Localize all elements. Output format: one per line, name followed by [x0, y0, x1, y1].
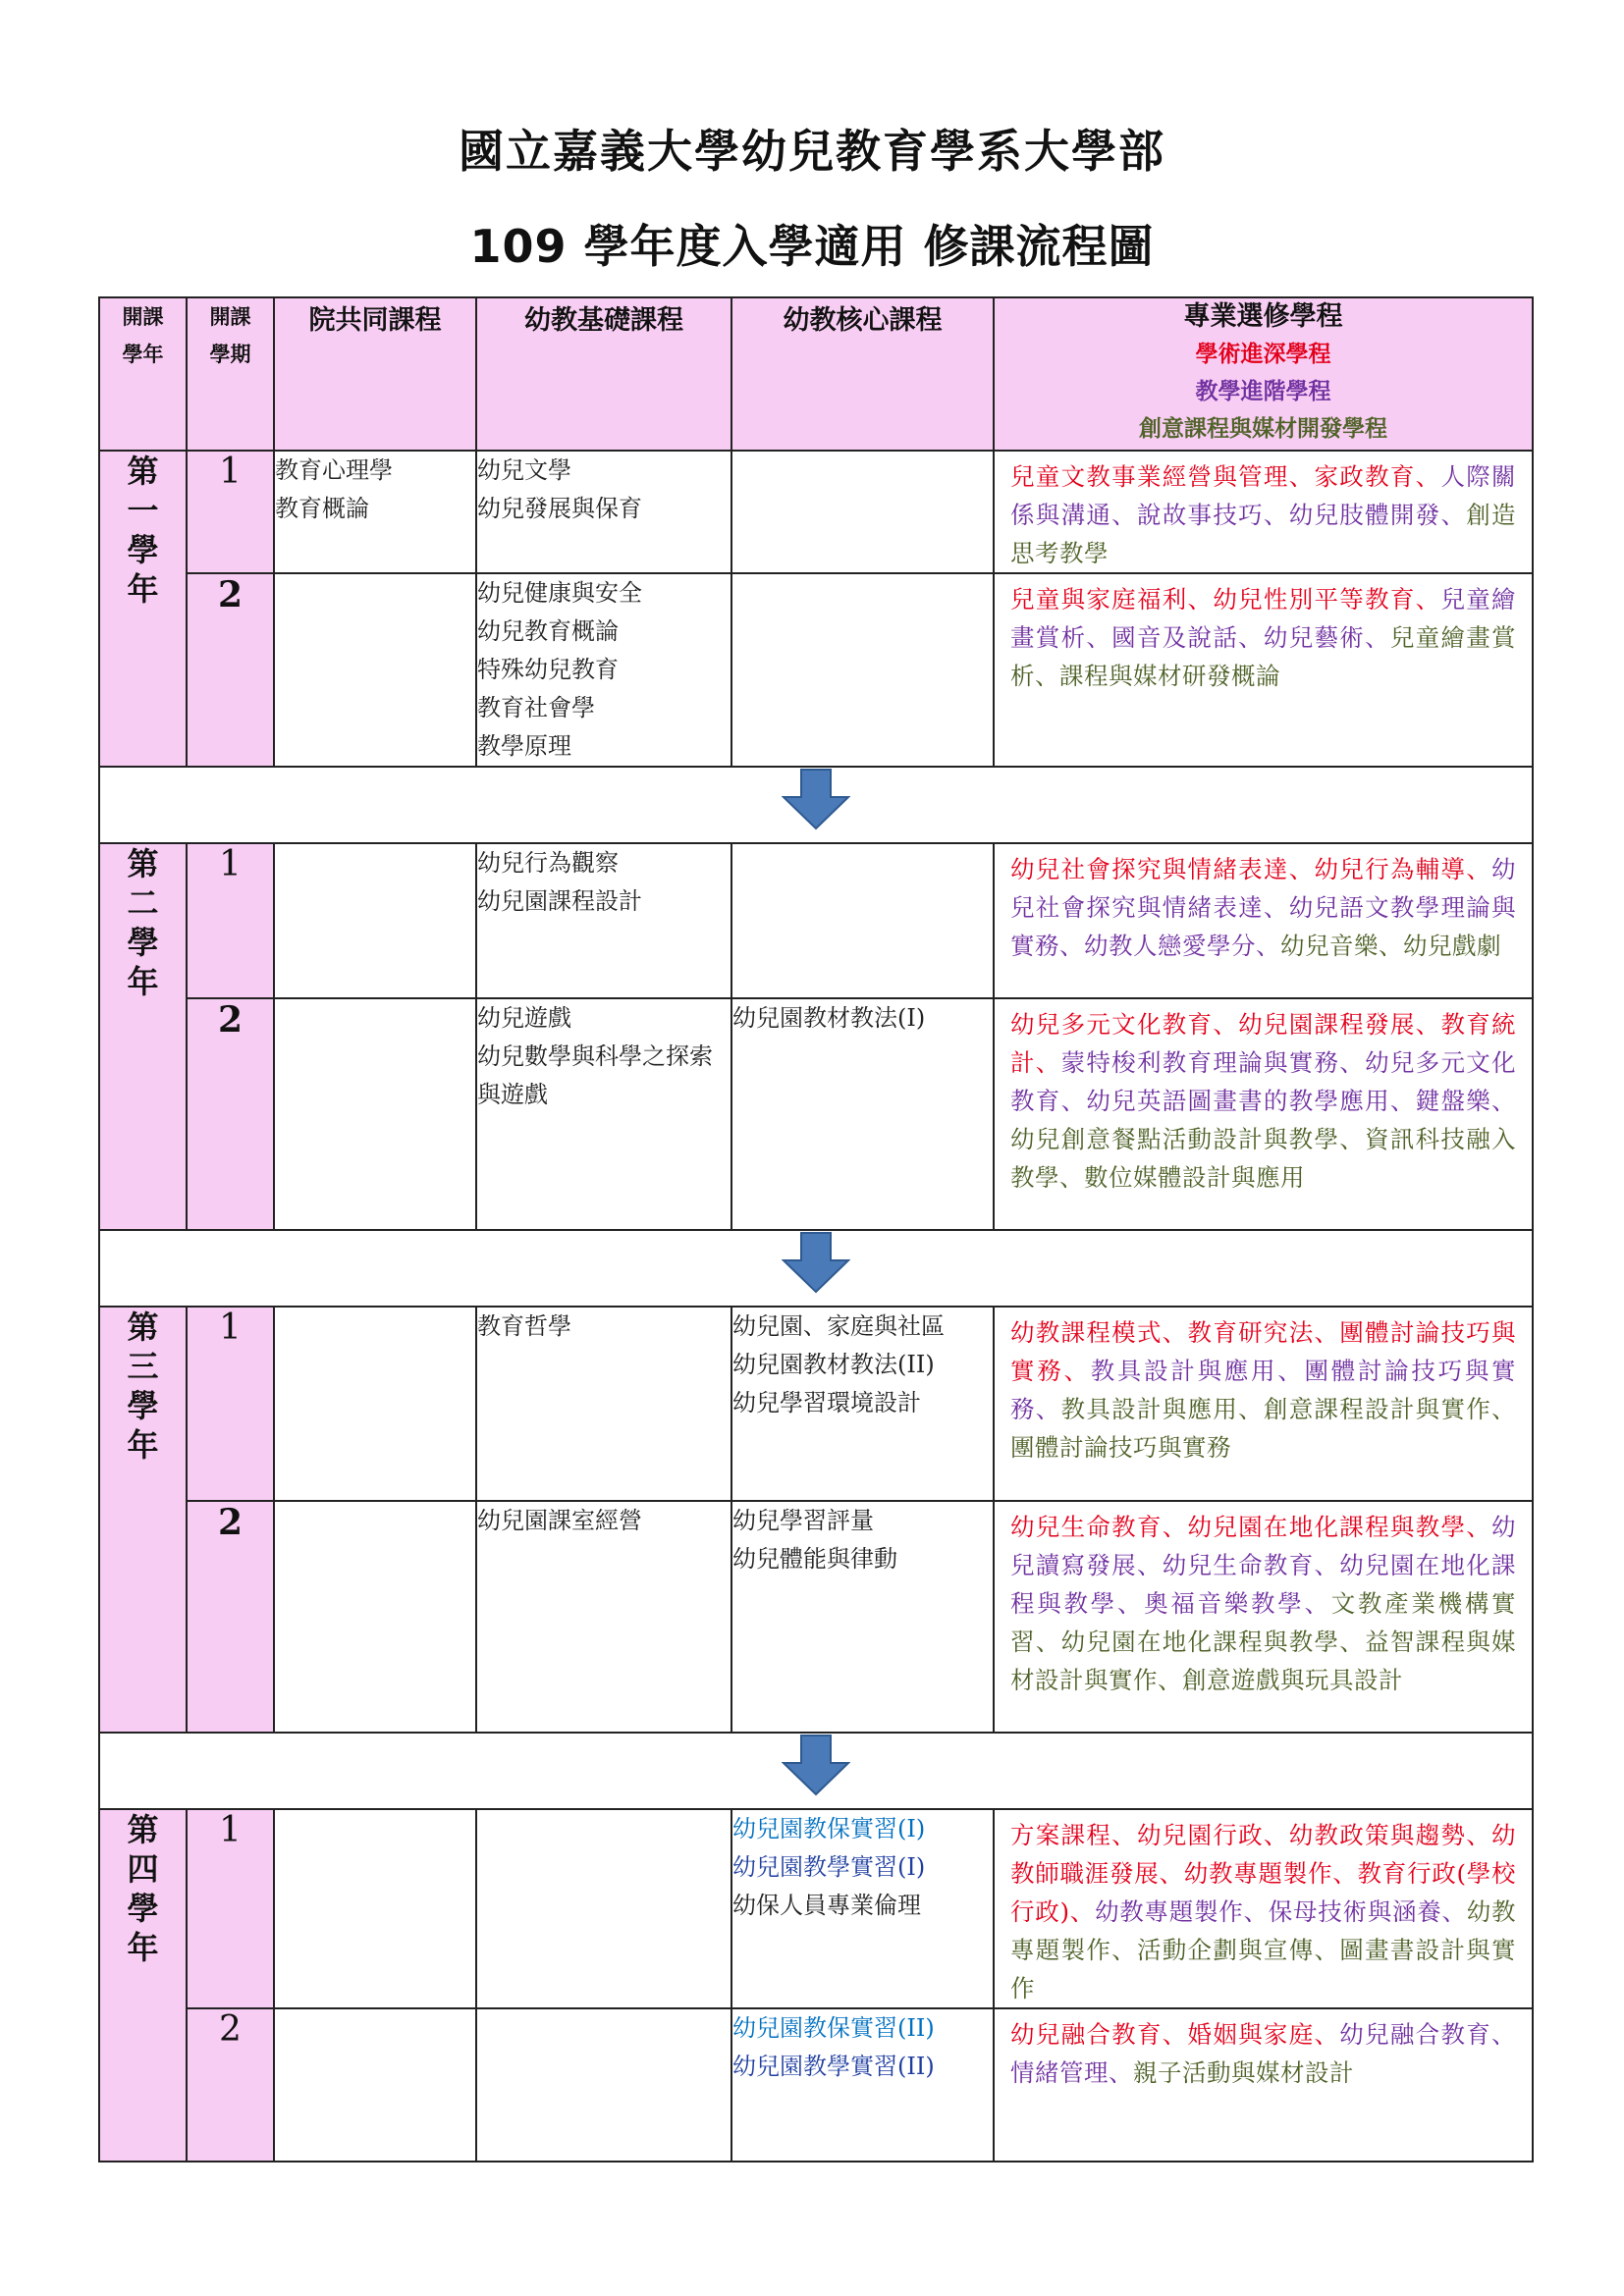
course-item: 幼兒園教保實習(II) — [732, 2014, 935, 2042]
down-arrow-icon — [782, 768, 850, 830]
header-semester: 開課 學期 — [187, 297, 274, 451]
separator: 、 — [1441, 1897, 1467, 1926]
course-item: 幼兒體能與律動 — [732, 1545, 897, 1573]
elective-course: 團體討論技巧與實務 — [1010, 1318, 1517, 1385]
separator: 、 — [1314, 1551, 1340, 1579]
year-label-cell: 第 二 學 年 — [99, 843, 187, 1230]
separator: 、 — [1466, 1513, 1492, 1541]
elective-course: 兒童繪畫賞析 — [1010, 623, 1517, 690]
elective-course: 幼教專題製作 — [1010, 1897, 1517, 1964]
course-item: 幼兒園教學實習(I) — [732, 1853, 926, 1881]
separator: 、 — [1136, 1551, 1163, 1579]
elective-course: 教育行政(學校行政) — [1010, 1859, 1517, 1926]
separator: 、 — [1491, 1395, 1517, 1423]
separator: 、 — [1314, 1318, 1340, 1347]
year-transition-row — [99, 1733, 1533, 1809]
header-core-courses: 幼教核心課程 — [731, 297, 994, 451]
course-item: 幼兒學習評量 — [732, 1507, 874, 1534]
elective-course: 教育統計 — [1010, 1010, 1517, 1077]
college-course-cell — [274, 1307, 476, 1501]
elective-course: 教育研究法 — [1187, 1318, 1315, 1347]
separator: 、 — [1059, 932, 1084, 960]
separator: 、 — [1238, 1395, 1264, 1423]
document-subtitle: 109 學年度入學適用 修課流程圖 — [469, 220, 1155, 273]
course-item: 幼兒文學 — [477, 456, 571, 484]
separator: 、 — [1314, 1936, 1340, 1964]
elective-course: 說故事技巧 — [1136, 501, 1264, 529]
elective-course: 資訊科技融入教學 — [1010, 1125, 1517, 1192]
semester-cell: 2 — [187, 1501, 274, 1733]
course-item: 教育概論 — [275, 495, 369, 522]
elective-course: 家政教育 — [1314, 462, 1416, 491]
separator: 、 — [1162, 2020, 1188, 2049]
elective-course-cell — [994, 1307, 1533, 1501]
separator: 、 — [1059, 1163, 1084, 1192]
separator: 、 — [1263, 501, 1289, 529]
elective-course: 幼教課程模式 — [1010, 1318, 1163, 1347]
elective-course: 創意遊戲與玩具設計 — [1182, 1666, 1403, 1694]
core-course-cell — [731, 573, 994, 767]
header-elective-programs — [994, 297, 1533, 451]
elective-course-cell — [994, 998, 1533, 1230]
semester-cell: 2 — [187, 998, 274, 1230]
elective-course-cell — [994, 451, 1533, 573]
elective-course: 鍵盤樂 — [1415, 1087, 1492, 1115]
separator: 、 — [1060, 1087, 1087, 1115]
separator: 、 — [1238, 623, 1264, 652]
elective-course: 幼兒語文教學理論與實務 — [1010, 893, 1517, 960]
course-item: 幼兒行為觀察 — [477, 849, 619, 877]
transition-cell — [99, 1733, 1533, 1809]
basic-course-cell — [476, 998, 731, 1230]
separator: 、 — [1035, 1628, 1061, 1656]
semester-cell: 2 — [187, 573, 274, 767]
separator: 、 — [1069, 1897, 1096, 1926]
separator: 、 — [1162, 1513, 1188, 1541]
elective-course: 幼兒多元文化教育 — [1010, 1048, 1517, 1115]
separator: 、 — [1035, 1395, 1061, 1423]
elective-course: 教具設計與應用 — [1060, 1395, 1239, 1423]
table-row — [99, 1809, 1533, 2008]
basic-course-cell — [476, 1307, 731, 1501]
elective-course: 團體討論技巧與實務 — [1010, 1357, 1517, 1423]
separator: 、 — [1389, 1087, 1416, 1115]
course-item: 教育哲學 — [477, 1312, 571, 1340]
separator: 、 — [1288, 855, 1315, 883]
elective-course: 幼兒戲劇 — [1403, 932, 1501, 960]
elective-course: 奧福音樂教學 — [1144, 1589, 1305, 1618]
program-teaching: 教學進階學程 — [1195, 379, 1331, 404]
table-row — [99, 998, 1533, 1230]
separator: 、 — [1035, 662, 1059, 690]
separator: 、 — [1116, 1589, 1145, 1618]
elective-course: 益智課程與媒材設計與實作 — [1010, 1628, 1517, 1694]
elective-course-cell — [994, 573, 1533, 767]
separator: 、 — [1339, 1125, 1366, 1153]
elective-course: 親子活動與媒材設計 — [1133, 2058, 1354, 2087]
separator: 、 — [1304, 1589, 1331, 1618]
table-row — [99, 1501, 1533, 1733]
basic-course-cell — [476, 573, 731, 767]
table-row — [99, 1307, 1533, 1501]
separator: 、 — [1158, 1666, 1182, 1694]
elective-course: 課程與媒材研發概論 — [1059, 662, 1280, 690]
elective-course-cell — [994, 843, 1533, 998]
elective-course: 幼教人戀愛學分 — [1084, 932, 1256, 960]
course-item: 幼兒園課室經營 — [477, 1507, 642, 1534]
college-course-cell — [274, 2008, 476, 2162]
year-label-cell: 第 一 學 年 — [99, 451, 187, 767]
separator: 、 — [1339, 1048, 1366, 1077]
elective-course: 幼兒讀寫發展 — [1010, 1513, 1517, 1579]
separator: 、 — [1491, 1087, 1517, 1115]
semester-cell: 2 — [187, 2008, 274, 2162]
college-course-cell — [274, 451, 476, 573]
separator: 、 — [1086, 623, 1112, 652]
elective-course: 國音及說話 — [1111, 623, 1239, 652]
elective-course: 婚姻與家庭 — [1187, 2020, 1315, 2049]
separator: 、 — [1415, 462, 1441, 491]
table-row — [99, 573, 1533, 767]
college-course-cell — [274, 1501, 476, 1733]
course-item: 幼保人員專業倫理 — [732, 1892, 921, 1919]
course-item: 幼兒遊戲 — [477, 1004, 571, 1032]
college-course-cell — [274, 843, 476, 998]
program-creative: 創意課程與媒材開發學程 — [1139, 416, 1387, 442]
separator: 、 — [1109, 2058, 1133, 2087]
separator: 、 — [1314, 2020, 1340, 2049]
course-item: 幼兒學習環境設計 — [732, 1389, 921, 1416]
elective-title: 專業選修學程 — [1183, 301, 1343, 332]
elective-course: 幼教專題製作 — [1095, 1897, 1244, 1926]
course-item: 幼兒數學與科學之探索與遊戲 — [477, 1042, 713, 1108]
down-arrow-icon — [782, 1231, 850, 1294]
basic-course-cell — [476, 2008, 731, 2162]
elective-course: 教具設計與應用 — [1090, 1357, 1278, 1385]
document-title: 國立嘉義大學幼兒教育學系大學部 — [459, 125, 1165, 178]
elective-course: 創造思考教學 — [1010, 501, 1517, 567]
separator: 、 — [1466, 855, 1492, 883]
elective-course: 幼兒生命教育 — [1010, 1513, 1163, 1541]
elective-course: 兒童繪畫賞析 — [1010, 585, 1517, 652]
semester-cell: 1 — [187, 843, 274, 998]
elective-course: 兒童文教事業經營與管理 — [1010, 462, 1289, 491]
course-flow-table — [98, 296, 1534, 2163]
core-course-cell — [731, 1809, 994, 2008]
separator: 、 — [1035, 1048, 1061, 1077]
separator: 、 — [1111, 1821, 1137, 1849]
basic-course-cell — [476, 1501, 731, 1733]
elective-course: 圖畫書設計與實作 — [1010, 1936, 1517, 2002]
transition-cell — [99, 767, 1533, 843]
elective-course-cell — [994, 2008, 1533, 2162]
separator: 、 — [1365, 623, 1390, 652]
elective-course: 幼教專題製作 — [1183, 1859, 1333, 1888]
separator: 、 — [1332, 1859, 1358, 1888]
core-course-cell — [731, 843, 994, 998]
elective-course: 創意課程設計與實作 — [1263, 1395, 1492, 1423]
course-item: 教育心理學 — [275, 456, 393, 484]
separator: 、 — [1213, 1010, 1239, 1039]
college-course-cell — [274, 573, 476, 767]
separator: 、 — [1159, 1859, 1184, 1888]
table-row — [99, 2008, 1533, 2162]
elective-course: 幼兒園在地化課程與教學 — [1060, 1628, 1340, 1656]
course-item: 特殊幼兒教育 — [477, 656, 619, 683]
separator: 、 — [1256, 932, 1280, 960]
separator: 、 — [1288, 462, 1315, 491]
elective-course: 幼兒社會探究與情緒表達 — [1010, 855, 1289, 883]
separator: 、 — [1415, 585, 1441, 614]
course-item: 幼兒園教材教法(II) — [732, 1351, 935, 1378]
elective-course: 幼兒英語圖畫書的教學應用 — [1086, 1087, 1390, 1115]
elective-course: 情緒管理 — [1010, 2058, 1109, 2087]
header-college-courses: 院共同課程 — [274, 297, 476, 451]
elective-course: 幼兒園行政 — [1136, 1821, 1264, 1849]
semester-cell: 1 — [187, 1307, 274, 1501]
core-course-cell — [731, 1307, 994, 1501]
table-row — [99, 451, 1533, 573]
elective-course: 幼教政策與趨勢 — [1288, 1821, 1467, 1849]
basic-course-cell — [476, 451, 731, 573]
core-course-cell — [731, 1501, 994, 1733]
course-item: 幼兒園課程設計 — [477, 887, 642, 915]
elective-course: 幼兒肢體開發 — [1288, 501, 1441, 529]
core-course-cell — [731, 2008, 994, 2162]
elective-course: 幼兒音樂 — [1280, 932, 1379, 960]
elective-course: 保母技術與涵養 — [1268, 1897, 1442, 1926]
course-item: 教學原理 — [477, 732, 571, 760]
elective-course: 幼兒行為輔導 — [1314, 855, 1467, 883]
elective-course: 幼兒多元文化教育 — [1010, 1010, 1214, 1039]
basic-course-cell — [476, 843, 731, 998]
core-course-cell — [731, 451, 994, 573]
elective-course: 幼兒園在地化課程與教學 — [1187, 1513, 1467, 1541]
separator: 、 — [1379, 932, 1403, 960]
transition-cell — [99, 1230, 1533, 1307]
separator: 、 — [1466, 1821, 1492, 1849]
elective-course-cell — [994, 1501, 1533, 1733]
course-item: 幼兒園教學實習(II) — [732, 2053, 935, 2080]
elective-course: 幼兒融合教育 — [1339, 2020, 1492, 2049]
elective-course: 活動企劃與宣傳 — [1136, 1936, 1315, 1964]
course-item: 幼兒園教材教法(I) — [732, 1004, 926, 1032]
elective-course: 幼兒藝術 — [1263, 623, 1366, 652]
table-row — [99, 843, 1533, 998]
elective-course: 文教產業機構實習 — [1010, 1589, 1517, 1656]
elective-course: 幼兒生命教育 — [1162, 1551, 1315, 1579]
course-item: 幼兒園教保實習(I) — [732, 1815, 926, 1842]
separator: 、 — [1111, 501, 1137, 529]
basic-course-cell — [476, 1809, 731, 2008]
year-label-cell: 第 四 學 年 — [99, 1809, 187, 2162]
separator: 、 — [1263, 893, 1289, 922]
college-course-cell — [274, 1809, 476, 2008]
separator: 、 — [1415, 1010, 1441, 1039]
course-item: 幼兒發展與保育 — [477, 495, 642, 522]
elective-course: 幼兒創意餐點活動設計與教學 — [1010, 1125, 1340, 1153]
separator: 、 — [1187, 585, 1214, 614]
separator: 、 — [1063, 1357, 1091, 1385]
elective-course: 幼兒園在地化課程與教學 — [1010, 1551, 1517, 1618]
down-arrow-icon — [782, 1734, 850, 1796]
elective-course: 幼兒融合教育 — [1010, 2020, 1163, 2049]
elective-course: 幼兒園課程發展 — [1238, 1010, 1416, 1039]
separator: 、 — [1491, 2020, 1517, 2049]
separator: 、 — [1243, 1897, 1269, 1926]
core-course-cell — [731, 998, 994, 1230]
separator: 、 — [1162, 1318, 1188, 1347]
elective-course: 幼兒社會探究與情緒表達 — [1010, 855, 1517, 922]
elective-course: 團體討論技巧與實務 — [1010, 1433, 1231, 1462]
elective-course: 人際關係與溝通 — [1010, 462, 1517, 529]
header-basic-courses: 幼教基礎課程 — [476, 297, 731, 451]
elective-course: 幼兒性別平等教育 — [1213, 585, 1416, 614]
course-item: 幼兒教育概論 — [477, 617, 619, 645]
elective-course: 蒙特梭利教育理論與實務 — [1060, 1048, 1340, 1077]
year-label-cell: 第 三 學 年 — [99, 1307, 187, 1733]
separator: 、 — [1440, 501, 1467, 529]
course-item: 幼兒園、家庭與社區 — [732, 1312, 945, 1340]
semester-cell: 1 — [187, 451, 274, 573]
course-item: 教育社會學 — [477, 694, 595, 721]
college-course-cell — [274, 998, 476, 1230]
year-transition-row — [99, 1230, 1533, 1307]
elective-course: 方案課程 — [1010, 1821, 1112, 1849]
elective-course: 幼教師職涯發展 — [1010, 1821, 1517, 1888]
semester-cell: 1 — [187, 1809, 274, 2008]
year-transition-row — [99, 767, 1533, 843]
course-item: 幼兒健康與安全 — [477, 579, 642, 607]
elective-course: 兒童與家庭福利 — [1010, 585, 1188, 614]
separator: 、 — [1277, 1357, 1305, 1385]
separator: 、 — [1339, 1628, 1366, 1656]
program-academic: 學術進深學程 — [1195, 342, 1331, 367]
header-year: 開課 學年 — [99, 297, 187, 451]
elective-course-cell — [994, 1809, 1533, 2008]
separator: 、 — [1263, 1821, 1289, 1849]
separator: 、 — [1111, 1936, 1137, 1964]
elective-course: 數位媒體設計與應用 — [1084, 1163, 1305, 1192]
